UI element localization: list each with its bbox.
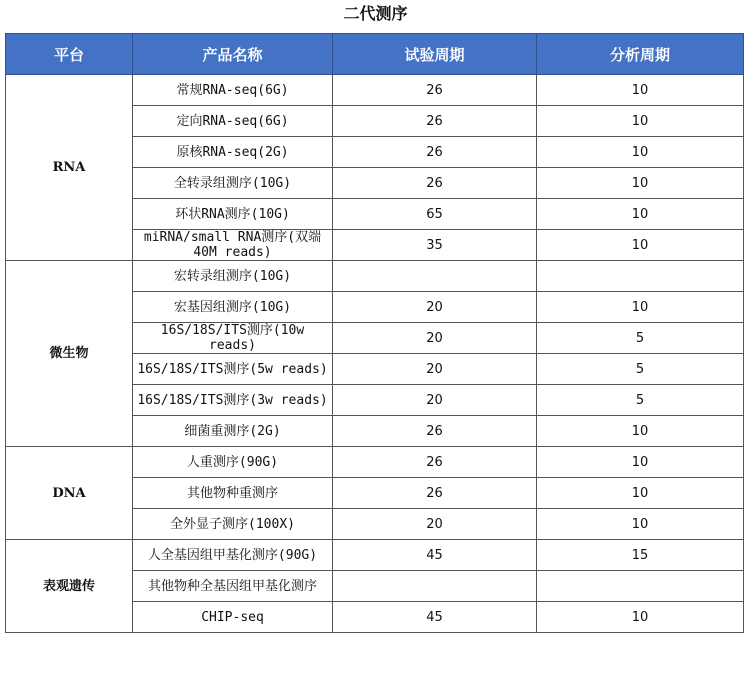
test-cycle-cell: 45 [333, 602, 537, 633]
product-cell: 细菌重测序(2G) [133, 416, 333, 447]
analysis-cycle-cell: 10 [537, 199, 744, 230]
test-cycle-cell: 45 [333, 540, 537, 571]
product-cell: 全转录组测序(10G) [133, 168, 333, 199]
test-cycle-cell: 20 [333, 385, 537, 416]
analysis-cycle-cell: 5 [537, 323, 744, 354]
sequencing-table [5, 33, 744, 633]
test-cycle-cell: 26 [333, 75, 537, 106]
header-test-cycle: 试验周期 [333, 34, 537, 75]
analysis-cycle-cell: 10 [537, 106, 744, 137]
product-cell: 定向RNA-seq(6G) [133, 106, 333, 137]
analysis-cycle-cell: 5 [537, 354, 744, 385]
product-cell: 16S/18S/ITS测序(5w reads) [133, 354, 333, 385]
table-body [6, 75, 744, 633]
analysis-cycle-cell [537, 571, 744, 602]
analysis-cycle-cell: 10 [537, 602, 744, 633]
test-cycle-cell: 35 [333, 230, 537, 261]
product-cell: 其他物种重测序 [133, 478, 333, 509]
table-row [6, 75, 744, 106]
table-row [6, 447, 744, 478]
platform-cell: 微生物 [6, 261, 133, 447]
analysis-cycle-cell: 10 [537, 230, 744, 261]
product-cell: 全外显子测序(100X) [133, 509, 333, 540]
header-row [6, 34, 744, 75]
header-platform: 平台 [6, 34, 133, 75]
header-product-name: 产品名称 [133, 34, 333, 75]
product-cell: 原核RNA-seq(2G) [133, 137, 333, 168]
analysis-cycle-cell: 10 [537, 416, 744, 447]
test-cycle-cell: 26 [333, 106, 537, 137]
product-cell: miRNA/small RNA测序(双端40M reads) [133, 230, 333, 261]
analysis-cycle-cell [537, 261, 744, 292]
test-cycle-cell: 26 [333, 168, 537, 199]
analysis-cycle-cell: 10 [537, 478, 744, 509]
product-cell: CHIP-seq [133, 602, 333, 633]
analysis-cycle-cell: 5 [537, 385, 744, 416]
test-cycle-cell [333, 261, 537, 292]
product-cell: 常规RNA-seq(6G) [133, 75, 333, 106]
analysis-cycle-cell: 10 [537, 137, 744, 168]
platform-cell: DNA [6, 447, 133, 540]
table-header [6, 34, 744, 75]
product-cell: 16S/18S/ITS测序(3w reads) [133, 385, 333, 416]
test-cycle-cell: 26 [333, 137, 537, 168]
header-analysis-cycle: 分析周期 [537, 34, 744, 75]
test-cycle-cell: 26 [333, 416, 537, 447]
platform-cell: RNA [6, 75, 133, 261]
analysis-cycle-cell: 10 [537, 447, 744, 478]
test-cycle-cell: 65 [333, 199, 537, 230]
table-row [6, 261, 744, 292]
product-cell: 人全基因组甲基化测序(90G) [133, 540, 333, 571]
platform-cell: 表观遗传 [6, 540, 133, 633]
test-cycle-cell: 20 [333, 509, 537, 540]
analysis-cycle-cell: 10 [537, 292, 744, 323]
product-cell: 环状RNA测序(10G) [133, 199, 333, 230]
test-cycle-cell [333, 571, 537, 602]
product-cell: 宏基因组测序(10G) [133, 292, 333, 323]
product-cell: 其他物种全基因组甲基化测序 [133, 571, 333, 602]
analysis-cycle-cell: 10 [537, 509, 744, 540]
product-cell: 宏转录组测序(10G) [133, 261, 333, 292]
test-cycle-cell: 26 [333, 447, 537, 478]
product-cell: 人重测序(90G) [133, 447, 333, 478]
table-title: 二代测序 [343, 4, 408, 23]
analysis-cycle-cell: 10 [537, 75, 744, 106]
product-cell: 16S/18S/ITS测序(10w reads) [133, 323, 333, 354]
test-cycle-cell: 20 [333, 354, 537, 385]
analysis-cycle-cell: 10 [537, 168, 744, 199]
test-cycle-cell: 20 [333, 323, 537, 354]
analysis-cycle-cell: 15 [537, 540, 744, 571]
test-cycle-cell: 26 [333, 478, 537, 509]
test-cycle-cell: 20 [333, 292, 537, 323]
table-row [6, 540, 744, 571]
